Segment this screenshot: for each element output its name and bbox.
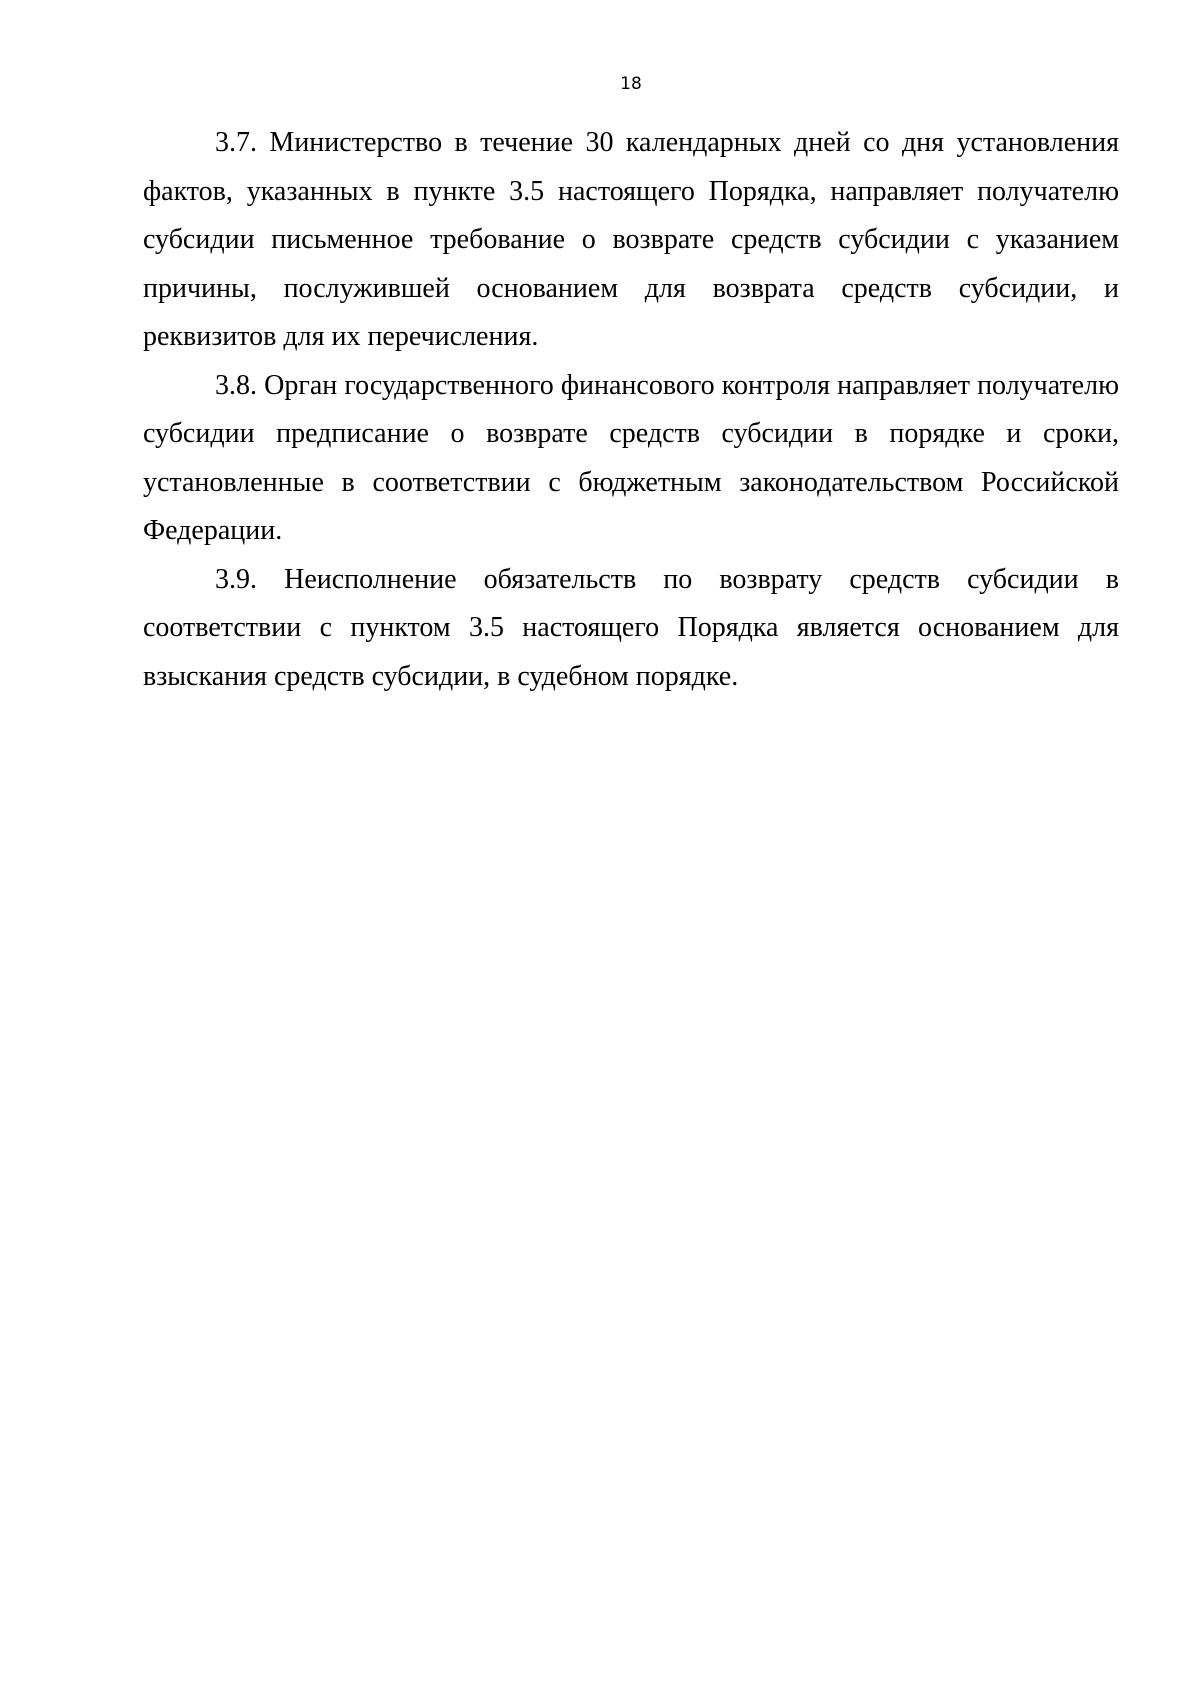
paragraph-3-9: 3.9. Неисполнение обязательств по возврату средств субсидии в соответствии с пунктом 3.5 настоящего Порядка является основанием для взыскания средств субсидии, в судебном порядке.	[143, 563, 1119, 692]
page-number: 18	[620, 74, 642, 94]
document-body	[143, 119, 1119, 701]
paragraph-3-8: 3.8. Орган государственного финансового контроля направляет получателю субсидии предписание о возврате средств субсидии в порядке и сроки, установленные в соответствии с бюджетным законодательством Российской Федерации.	[143, 369, 1119, 546]
paragraph-3-7: 3.7. Министерство в течение 30 календарных дней со дня установления фактов, указанных в пункте 3.5 настоящего Порядка, направляет получателю субсидии письменное требование о возврате средств субсидии с указанием причины, послужившей основанием для возврата средств субсидии, и реквизитов для их перечисления.	[143, 127, 1119, 352]
